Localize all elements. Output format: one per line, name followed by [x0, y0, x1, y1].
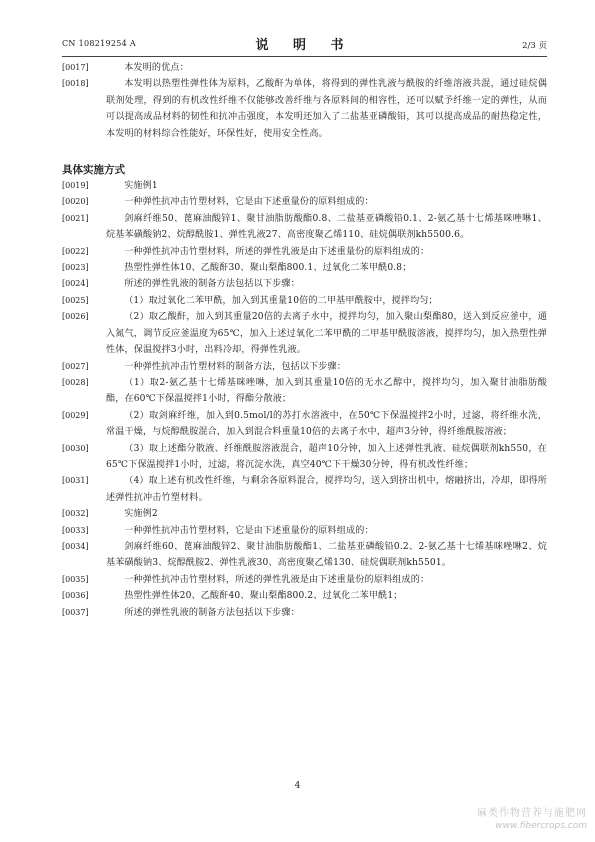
paragraph-number: [0024]: [62, 279, 89, 289]
paragraph-number: [0037]: [62, 607, 89, 617]
document-title: 说 明 书: [255, 38, 354, 53]
paragraph: [62, 408, 547, 441]
paragraph: [62, 572, 547, 588]
paragraph: [62, 76, 547, 142]
page-header: [62, 34, 547, 54]
paragraph-number: [0027]: [62, 361, 89, 371]
paragraph: [62, 523, 547, 539]
paragraph: [62, 260, 547, 276]
paragraph: [62, 375, 547, 408]
watermark: [477, 808, 587, 832]
paragraph: [62, 441, 547, 474]
paragraph-text: 所述的弹性乳液的制备方法包括以下步骤：: [124, 279, 300, 290]
paragraph-text: 剑麻纤维60、蓖麻油酸锌2、聚甘油脂肪酸酯1、二盐基亚磷酸铅0.2、2-氨乙基十七烯基咪唑啉2、烷基苯磺酸钠3、烷醇酰胺2、弹性乳液30、高密度聚乙烯130、硅烷偶联剂kh5501。: [106, 541, 547, 569]
paragraph: [62, 60, 547, 76]
paragraph: [62, 473, 547, 506]
paragraph-number: [0020]: [62, 197, 89, 207]
paragraph-text: （4）取上述有机改性纤维，与剩余各原料混合，搅拌均匀，送入到挤出机中，熔融挤出，冷却，即得所述弹性抗冲击竹塑材料。: [106, 476, 547, 503]
paragraph-text: 一种弹性抗冲击竹塑材料，它是由下述重量份的原料组成的：: [124, 525, 374, 536]
paragraph: [62, 194, 547, 210]
paragraph-text: （3）取上述酯分散液、纤维酰胺溶液混合，超声10分钟，加入上述弹性乳液、硅烷偶联剂kh550，在65℃下保温搅拌1小时，过滤，将沉淀水洗，真空40℃下干燥30分钟，得有机改性纤维；: [106, 443, 547, 470]
embodiment-paragraphs: [62, 178, 547, 621]
paragraph: [62, 293, 547, 309]
paragraph: [62, 211, 547, 244]
paragraph-text: （1）取2-氨乙基十七烯基咪唑啉，加入到其重量10倍的无水乙醇中，搅拌均匀，加入聚甘油脂肪酸酯，在60℃下保温搅拌1小时，得酯分散液；: [106, 377, 547, 405]
paragraph: [62, 244, 547, 260]
page-of-label: 2/3 页: [522, 41, 547, 51]
paragraph-number: [0025]: [62, 295, 89, 305]
paragraph: [62, 539, 547, 572]
paragraph-number: [0023]: [62, 263, 89, 273]
paragraph-text: 一种弹性抗冲击竹塑材料，它是由下述重量份的原料组成的：: [124, 197, 374, 208]
paragraph-text: 剑麻纤维50、蓖麻油酸锌1、聚甘油脂肪酸酯0.8、二盐基亚磷酸铅0.1、2-氨乙基十七烯基咪唑啉1、烷基苯磺酸钠2、烷醇酰胺1、弹性乳液27、高密度聚乙烯110、硅烷偶联剂kh5500.6。: [106, 213, 547, 241]
paragraph-number: [0032]: [62, 509, 89, 519]
paragraph-text: 一种弹性抗冲击竹塑材料，所述的弹性乳液是由下述重量份的原料组成的：: [124, 246, 430, 257]
paragraph-text: （2）取乙酸酐，加入到其重量20倍的去离子水中，搅拌均匀，加入聚山梨酯80，送入到反应釜中，通入氮气，调节反应釜温度为65℃，加入上述过氧化二苯甲酰的二甲基甲酰胺溶液，搅拌均匀，加入热塑性弹性体，保温搅拌3小时，出料冷却，得弹性乳液。: [106, 312, 547, 356]
paragraph-number: [0033]: [62, 525, 89, 535]
paragraph-text: 实施例2: [124, 509, 158, 520]
paragraph-text: 所述的弹性乳液的制备方法包括以下步骤：: [124, 607, 300, 618]
watermark-site-name: 麻类作物营养与施肥网: [477, 808, 587, 819]
paragraph-number: [0021]: [62, 213, 89, 223]
paragraph-number: [0017]: [62, 63, 89, 72]
paragraph-number: [0035]: [62, 574, 89, 584]
paragraph-number: [0018]: [62, 79, 89, 89]
paragraph-text: 一种弹性抗冲击竹塑材料，所述的弹性乳液是由下述重量份的原料组成的：: [124, 574, 430, 585]
paragraph-text: 一种弹性抗冲击竹塑材料的制备方法，包括以下步骤：: [124, 361, 347, 372]
page-number: 4: [294, 781, 301, 791]
paragraph: [62, 506, 547, 522]
paragraph: [62, 309, 547, 358]
paragraph-text: 实施例1: [124, 181, 158, 192]
intro-paragraphs: [62, 60, 547, 142]
paragraph-number: [0028]: [62, 377, 89, 387]
paragraph-number: [0029]: [62, 410, 89, 420]
paragraph-number: [0034]: [62, 541, 89, 551]
paragraph-number: [0036]: [62, 591, 89, 601]
paragraph-number: [0019]: [62, 181, 89, 191]
paragraph-number: [0026]: [62, 312, 89, 322]
paragraph: [62, 276, 547, 292]
paragraph-number: [0031]: [62, 476, 89, 486]
paragraph-text: 热塑性弹性体10、乙酸酐30、聚山梨酯800.1、过氧化二苯甲酰0.8；: [124, 263, 412, 274]
document-body: [62, 60, 547, 621]
paragraph-number: [0022]: [62, 246, 89, 256]
section-heading: 具体实施方式: [62, 164, 125, 177]
patent-number: CN 108219254 A: [62, 39, 136, 48]
paragraph: [62, 605, 547, 621]
watermark-url: www.fibercrops.com: [495, 821, 587, 831]
paragraph: [62, 588, 547, 604]
paragraph-text: （1）取过氧化二苯甲酰，加入到其重量10倍的二甲基甲酰胺中，搅拌均匀；: [124, 295, 438, 306]
header-rule: [62, 56, 547, 57]
paragraph: [62, 359, 547, 375]
paragraph-text: 热塑性弹性体20、乙酸酐40、聚山梨酯800.2、过氧化二苯甲酰1；: [124, 591, 403, 602]
paragraph-number: [0030]: [62, 443, 89, 453]
paragraph-text: （2）取剑麻纤维，加入到0.5mol/l的苏打水溶液中，在50℃下保温搅拌2小时，过滤，将纤维水洗，常温干燥，与烷醇酰胺混合，加入到混合料重量10倍的去离子水中，超声3分钟，得纤维酰胺溶液；: [106, 410, 547, 438]
paragraph-text: 本发明的优点：: [124, 63, 189, 73]
paragraph-text: 本发明以热塑性弹性体为原料，乙酸酐为单体，将得到的弹性乳液与酰胺的纤维溶液共混，通过硅烷偶联剂处理，得到的有机改性纤维不仅能够改善纤维与各原料间的相容性，还可以赋予纤维一定的弹性，从而可以提高成品材料的韧性和抗冲击强度，本发明还加入了二盐基亚磷酸铅，其可以提高成品的耐热稳定性，本发明的材料综合性能好，环保性好，使用安全性高。: [106, 79, 547, 139]
paragraph: [62, 178, 547, 194]
